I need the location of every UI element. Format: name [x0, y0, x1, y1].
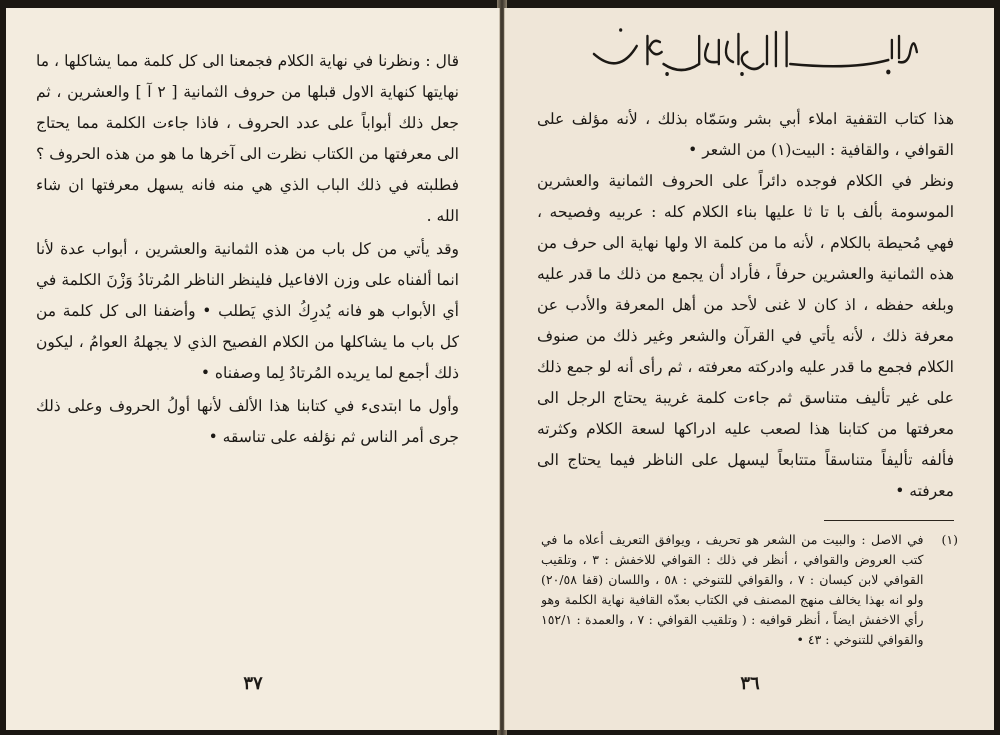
footnote-divider: [824, 520, 954, 521]
paragraph: وقد يأتي من كل باب من هذه الثمانية والعشرين ، أبواب عدة لأنا انما ألفناه على وزن الافاعيل فلينظر الناظر المُرتادُ وَزْنَ الكلمة في أي الأبواب هو فانه يُدرِكُ الذي يَطلب • وأضفنا الى كل كلمة من كل باب ما يشاكلها من الكلام الفصيح الذي لا يجهلهُ العوامُ ، ليكون ذلك أجمع لما يريده المُرتادُ لِما وصفناه •: [36, 240, 459, 382]
paragraph: وأول ما ابتدىء في كتابنا هذا الألف لأنها أولُ الحروف وعلى ذلك جرى أمر الناس ثم نؤلفه على تناسقه •: [36, 397, 459, 446]
footnote-marker: (١): [941, 532, 958, 547]
footnote-text: في الاصل : والبيت من الشعر هو تحريف ، ويوافق التعريف أعلاه ما في كتب العروض والقوافي ، أنظر في ذلك : القوافي للاخفش : ٣ ، وتلقيب القوافي لابن كيسان : ٧ ، والقوافي للتنوخي : ٥٨ ، واللسان (قفا ٢٠/٥٨) ولو انه بهذا يخالف منهج المصنف في الكتاب بعدّه القافية نهاية الكلمة وهو رأي الاخفش ايضاً ، أنظر قوافيه : ( وتلقيب القوافي : ٧ ، والعمدة : ١٥٢/١ والقوافي للتنوخي : ٤٣ •: [541, 532, 924, 647]
paragraph: هذا كتاب التقفية املاء أبي بشر وسَمّاه بذلك ، لأنه مؤلف على القوافي ، والقافية : البيت(١) من الشعر •: [537, 110, 954, 159]
page-number: ٣٦: [740, 673, 760, 694]
left-page: [6, 8, 500, 730]
page-number: ٣٧: [243, 673, 263, 694]
paragraph: قال : ونظرنا في نهاية الكلام فجمعنا الى كل كلمة مما يشاكلها ، ما نهايتها كنهاية الاول قبلها من حروف الثمانية [ ٢ آ ] والعشرين ، ثم جعل ذلك أبواباً على عدد الحروف ، فاذا جاءت الكلمة مما يحتاج الى معرفتها من الكتاب نظرت الى آخرها ما هو من هذه الحروف ؟ فطلبته في ذلك الباب الذي هي منه فانه يسهل معرفتها ان شاء الله .: [36, 52, 459, 225]
right-page-body: [537, 104, 954, 507]
footnote: [541, 530, 958, 650]
basmala-calligraphy-icon: [585, 22, 924, 86]
right-page: [504, 8, 994, 730]
paragraph: ونظر في الكلام فوجده دائراً على الحروف الثمانية والعشرين الموسومة بألف با تا ثا عليها بناء الكلام كله : عربيه وفصيحه ، فهي مُحيطة بالكلام ، لأنه ما من كلمة الا ولها نهاية الى حرف من هذه الثمانية والعشرين حرفاً ، فأراد أن يجمع من ذلك ما قدر عليه وبلغه حفظه ، اذ كان لا غنى لأحد من أهل المعرفة والأدب عن معرفة ذلك ، لأنه يأتي في القرآن والشعر وغير ذلك من صنوف الكلام فجمع ما قدر عليه وادركته معرفته ، ثم رأى أنه لو جمع ذلك على غير تأليف متناسق ثم جاءت كلمة غريبة يحتاج الرجل الى معرفتها من كتابنا هذا لصعب عليه ادراكها لسعة الكلام وكثرته فألفه تأليفاً متناسقاً متتابعاً ليسهل على الناظر فيما يحتاج الى معرفته •: [537, 172, 954, 500]
left-page-body: [36, 46, 459, 455]
